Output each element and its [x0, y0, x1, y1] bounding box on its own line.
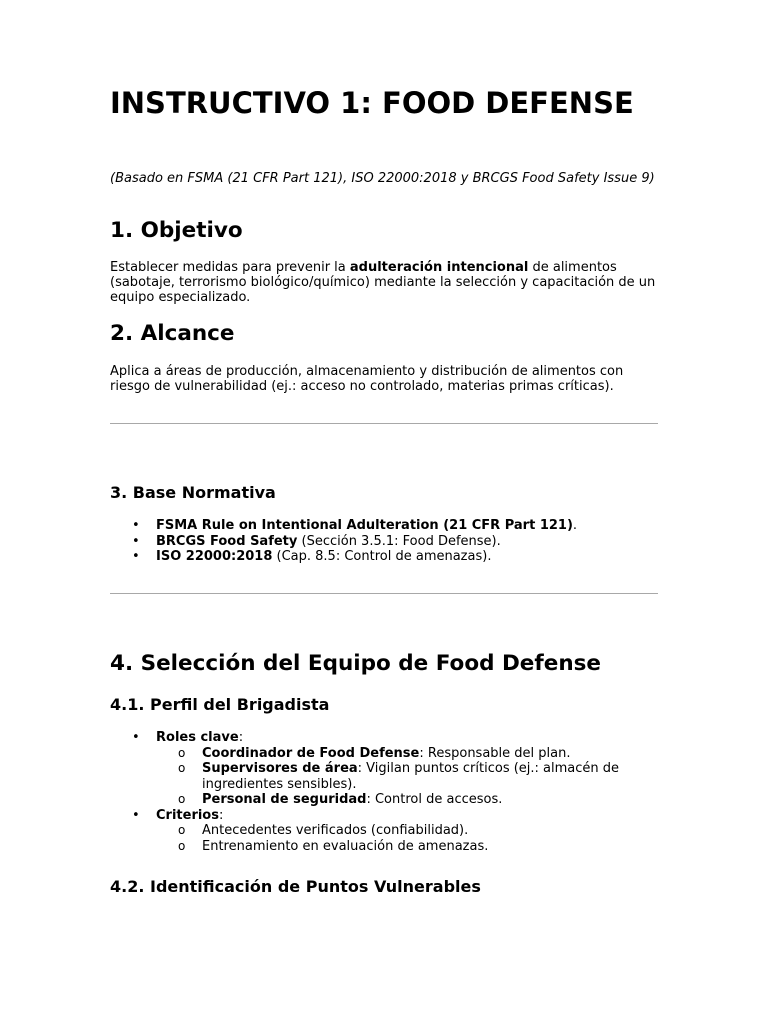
- bullet-icon: •: [132, 549, 140, 564]
- roles-label: Roles clave: [156, 730, 239, 745]
- document-subtitle: (Basado en FSMA (21 CFR Part 121), ISO 22000:2018 y BRCGS Food Safety Issue 9): [110, 171, 655, 186]
- list-item-text: (Sección 3.5.1: Food Defense).: [297, 533, 501, 549]
- list-item-bold: ISO 22000:2018: [156, 549, 273, 564]
- sub-item-text: : Vigilan puntos críticos (ej.: almacén de ingredientes sensibles).: [202, 761, 620, 792]
- list-item-bold: FSMA Rule on Intentional Adulteration (21 CFR Part 121): [156, 518, 573, 533]
- sub-item-bold: Personal de seguridad: [202, 792, 367, 807]
- list-item: [110, 549, 658, 565]
- list-item: [110, 518, 658, 534]
- list-item-bold: BRCGS Food Safety: [156, 533, 298, 549]
- list-item-text: (Cap. 8.5: Control de amenazas).: [272, 549, 492, 564]
- sub-item-text: : Responsable del plan.: [419, 745, 571, 761]
- objetivo-paragraph: [110, 260, 662, 305]
- section-divider: [110, 423, 658, 424]
- section-divider: [110, 593, 658, 594]
- sub-item-text: : Control de accesos.: [366, 792, 503, 807]
- sub-item-text: Entrenamiento en evaluación de amenazas.: [202, 838, 489, 854]
- sub-list-item: [156, 839, 658, 855]
- sub-bullet-icon: o: [178, 838, 186, 853]
- perfil-list: [110, 730, 658, 854]
- section-heading-alcance: 2. Alcance: [110, 321, 235, 346]
- sub-bullet-icon: o: [178, 792, 186, 806]
- bullet-icon: •: [132, 807, 140, 823]
- subsection-heading-perfil: 4.1. Perfil del Brigadista: [110, 695, 330, 714]
- objetivo-text-before: Establecer medidas para prevenir la: [110, 260, 350, 275]
- bullet-icon: •: [132, 518, 140, 533]
- sub-item-text: Antecedentes verificados (confiabilidad).: [202, 823, 469, 838]
- bullet-icon: •: [132, 730, 140, 745]
- list-item-roles: [110, 730, 658, 808]
- sub-bullet-icon: o: [178, 761, 186, 775]
- section-heading-base-normativa: 3. Base Normativa: [110, 483, 276, 502]
- sub-bullet-icon: o: [178, 823, 186, 837]
- section-heading-objetivo: 1. Objetivo: [110, 218, 243, 243]
- sub-list-item: [156, 746, 658, 762]
- section-heading-seleccion: 4. Selección del Equipo de Food Defense: [110, 651, 602, 676]
- sub-list-item: [156, 761, 658, 792]
- roles-sublist: [156, 746, 658, 808]
- list-item: [110, 534, 658, 550]
- document-title: INSTRUCTIVO 1: FOOD DEFENSE: [110, 86, 634, 120]
- criterios-label: Criterios: [156, 807, 219, 823]
- sub-item-bold: Coordinador de Food Defense: [202, 745, 420, 761]
- subsection-heading-puntos-vulnerables: 4.2. Identificación de Puntos Vulnerables: [110, 877, 481, 896]
- sub-bullet-icon: o: [178, 745, 186, 760]
- sub-list-item: [156, 792, 658, 808]
- objetivo-text-bold: adulteración intencional: [349, 260, 529, 275]
- bullet-icon: •: [132, 533, 140, 549]
- alcance-paragraph: Aplica a áreas de producción, almacenamiento y distribución de alimentos con riesgo de vulnerabilidad (ej.: acceso no controlado, materias primas críticas).: [110, 364, 624, 394]
- sub-item-bold: Supervisores de área: [202, 761, 358, 776]
- roles-colon: :: [238, 730, 244, 745]
- list-item-criterios: [110, 808, 658, 855]
- base-normativa-list: [110, 518, 658, 565]
- list-item-text: .: [572, 518, 578, 533]
- objetivo-text-after: de alimentos (sabotaje, terrorismo biológico/químico) mediante la selección y capacitación de un equipo especializado.: [110, 260, 656, 305]
- sub-list-item: [156, 823, 658, 839]
- criterios-sublist: [156, 823, 658, 854]
- criterios-colon: :: [218, 807, 224, 823]
